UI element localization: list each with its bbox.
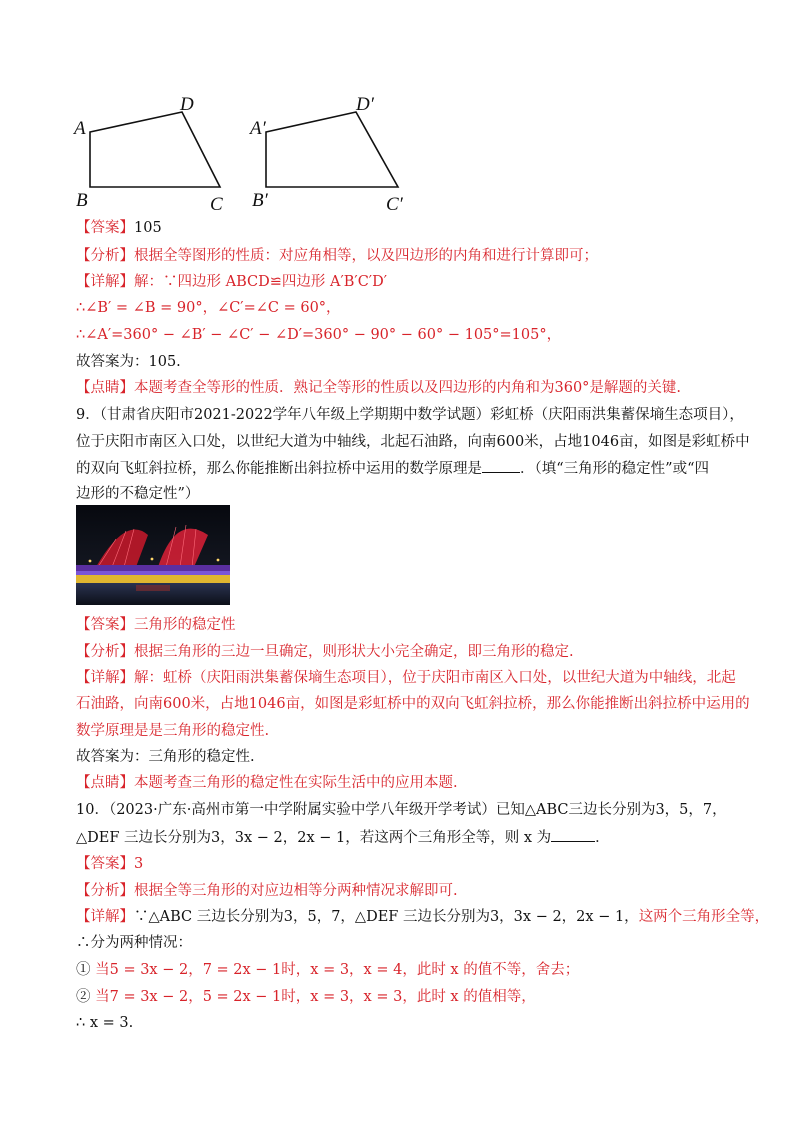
label-b-prime: B′: [252, 190, 268, 211]
q9-stem-2: 位于庆阳市南区入口处，以世纪大道为中轴线，北起石油路，向南600米，占地1046亩，如图是彩虹桥中: [76, 434, 750, 450]
q8-final-answer: 故答案为：105.: [76, 354, 181, 370]
q9-detail-3: 数学原理是是三角形的稳定性.: [76, 723, 270, 739]
q9-final-answer: 故答案为：三角形的稳定性.: [76, 749, 255, 765]
q9-detail-2: 石油路，向南600米，占地1046亩，如图是彩虹桥中的双向飞虹斜拉桥，那么你能推断出斜拉桥中运用的: [76, 696, 750, 712]
q8-detail-1: 【详解】解：∵四边形 ABCD≌四边形 A′B′C′D′: [76, 274, 387, 290]
q10-case-2: ② 当7 = 3x − 2，5 = 2x − 1时，x = 3，x = 3，此时 x 的值相等，: [76, 989, 536, 1005]
q9-comment: 【点睛】本题考查三角形的稳定性在实际生活中的应用本题.: [76, 775, 458, 791]
congruent-quadrilaterals-figure: [60, 90, 420, 220]
q8-detail-2: ∴∠B′ = ∠B = 90°，∠C′=∠C = 60°，: [76, 300, 341, 316]
q9-answer-blank: [482, 458, 520, 473]
q8-comment: 【点睛】本题考查全等形的性质．熟记全等形的性质以及四边形的内角和为360°是解题的关键.: [76, 380, 682, 396]
q10-detail-1: 【详解】∵△ABC 三边长分别为3，5，7，△DEF 三边长分别为3，3x − 2，2x − 1，这两个三角形全等，: [76, 909, 770, 925]
q10-answer: 【答案】3: [76, 856, 144, 872]
label-c: C: [210, 194, 223, 215]
q8-analysis: 【分析】根据全等图形的性质：对应角相等，以及四边形的内角和进行计算即可；: [76, 248, 598, 264]
label-d: D: [180, 94, 194, 115]
q8-detail-3: ∴∠A′=360° − ∠B′ − ∠C′ − ∠D′=360° − 90° − 60° − 105°=105°，: [76, 327, 562, 343]
q10-detail-2: ∴分为两种情况：: [76, 935, 192, 951]
q10-stem-2: △DEF 三边长分别为3，3x − 2，2x − 1，若这两个三角形全等，则 x 为 ．: [76, 827, 610, 848]
q9-answer: 【答案】三角形的稳定性: [76, 617, 236, 633]
label-a: A: [74, 118, 86, 139]
q10-analysis: 【分析】根据全等三角形的对应边相等分两种情况求解即可.: [76, 883, 458, 899]
label-b: B: [76, 190, 88, 211]
rainbow-bridge-photo: [76, 505, 230, 605]
q9-analysis: 【分析】根据三角形的三边一旦确定，则形状大小完全确定，即三角形的稳定.: [76, 644, 574, 660]
label-a-prime: A′: [250, 118, 266, 139]
q8-answer: 【答案】105: [76, 220, 162, 236]
q9-stem-3: 的双向飞虹斜拉桥，那么你能推断出斜拉桥中运用的数学原理是 ．（填“三角形的稳定性”或“四: [76, 458, 709, 479]
label-d-prime: D′: [356, 94, 374, 115]
label-c-prime: C′: [386, 194, 403, 215]
q9-stem-4: 边形的不稳定性”）: [76, 486, 200, 502]
quadrilateral-abcd: [72, 94, 223, 215]
quadrilateral-a1b1c1d1: [248, 94, 404, 215]
q10-conclusion: ∴ x = 3.: [76, 1015, 134, 1031]
q10-case-1: ① 当5 = 3x − 2，7 = 2x − 1时，x = 3，x = 4，此时 x 的值不等，舍去；: [76, 962, 580, 978]
q10-answer-blank: [551, 827, 595, 842]
q9-stem-1: 9．（甘肃省庆阳市2021-2022学年八年级上学期期中数学试题）彩虹桥（庆阳雨洪集蓄保墒生态项目），: [76, 407, 744, 423]
q10-stem-1: 10．（2023·广东·高州市第一中学附属实验中学八年级开学考试）已知△ABC三边长分别为3，5，7，: [76, 802, 727, 818]
q9-detail-1: 【详解】解：虹桥（庆阳雨洪集蓄保墒生态项目），位于庆阳市南区入口处，以世纪大道为中轴线，北起: [76, 670, 736, 686]
